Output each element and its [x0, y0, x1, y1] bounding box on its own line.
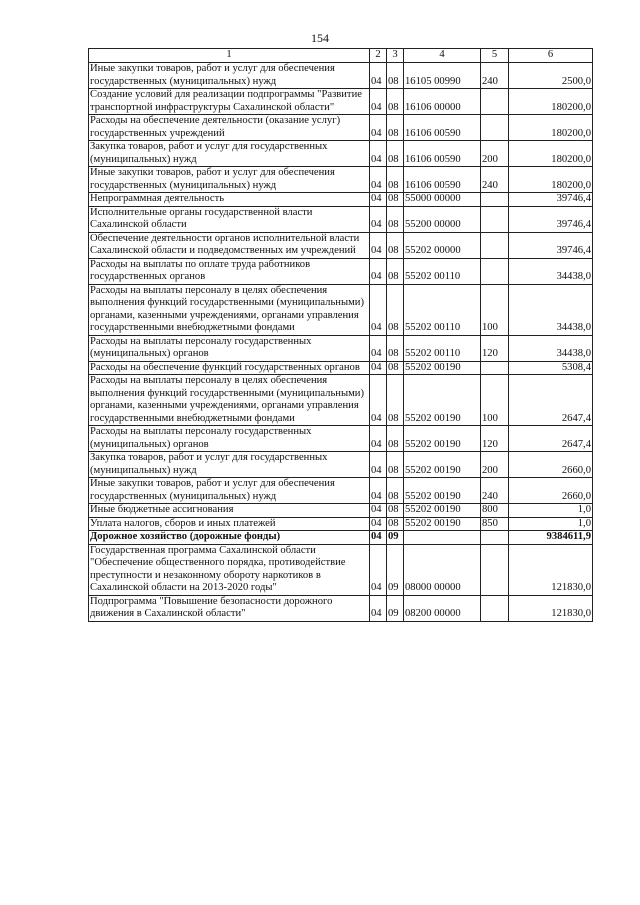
row-name-cell: Непрограммная деятельность: [89, 193, 370, 207]
expense-type-cell: [481, 258, 509, 284]
subsection-code-cell: 08: [387, 452, 404, 478]
expense-type-cell: [481, 361, 509, 375]
section-code-cell: 04: [370, 452, 387, 478]
amount-cell: 1,0: [509, 504, 593, 518]
target-article-cell: 08200 00000: [404, 595, 481, 621]
target-article-cell: 55202 00110: [404, 284, 481, 335]
subsection-code-cell: 09: [387, 544, 404, 595]
header-cell: 6: [509, 49, 593, 63]
target-article-cell: 55202 00190: [404, 426, 481, 452]
amount-cell: 2647,4: [509, 426, 593, 452]
section-code-cell: 04: [370, 193, 387, 207]
expense-type-cell: [481, 531, 509, 545]
subsection-code-cell: 08: [387, 258, 404, 284]
expense-type-cell: 100: [481, 375, 509, 426]
amount-cell: 121830,0: [509, 544, 593, 595]
table-row: [89, 335, 593, 361]
subsection-code-cell: 08: [387, 141, 404, 167]
table-row: [89, 89, 593, 115]
table-row: [89, 167, 593, 193]
amount-cell: 39746,4: [509, 206, 593, 232]
target-article-cell: 16106 00000: [404, 89, 481, 115]
section-code-cell: 04: [370, 335, 387, 361]
expense-type-cell: [481, 115, 509, 141]
target-article-cell: 55000 00000: [404, 193, 481, 207]
expense-type-cell: 120: [481, 426, 509, 452]
table-row: [89, 426, 593, 452]
amount-cell: 180200,0: [509, 167, 593, 193]
row-name-cell: Иные бюджетные ассигнования: [89, 504, 370, 518]
row-name-cell: Расходы на выплаты персоналу государственных (муниципальных) органов: [89, 335, 370, 361]
table-row: [89, 258, 593, 284]
expense-type-cell: [481, 595, 509, 621]
expense-type-cell: 100: [481, 284, 509, 335]
section-code-cell: 04: [370, 89, 387, 115]
subsection-code-cell: 08: [387, 206, 404, 232]
section-code-cell: 04: [370, 375, 387, 426]
target-article-cell: 16106 00590: [404, 141, 481, 167]
section-code-cell: 04: [370, 115, 387, 141]
expense-type-cell: [481, 193, 509, 207]
target-article-cell: 55202 00000: [404, 232, 481, 258]
table-row: [89, 115, 593, 141]
expense-type-cell: 120: [481, 335, 509, 361]
row-name-cell: Создание условий для реализации подпрограммы "Развитие транспортной инфраструктуры Сахалинской области": [89, 89, 370, 115]
subsection-code-cell: 08: [387, 361, 404, 375]
row-name-cell: Иные закупки товаров, работ и услуг для обеспечения государственных (муниципальных) нужд: [89, 63, 370, 89]
row-name-cell: Расходы на выплаты по оплате труда работников государственных органов: [89, 258, 370, 284]
subsection-code-cell: 08: [387, 232, 404, 258]
header-cell: 5: [481, 49, 509, 63]
table-row: [89, 531, 593, 545]
target-article-cell: 55202 00190: [404, 361, 481, 375]
expense-type-cell: 850: [481, 517, 509, 531]
row-name-cell: Подпрограмма "Повышение безопасности дорожного движения в Сахалинской области": [89, 595, 370, 621]
expense-type-cell: [481, 232, 509, 258]
amount-cell: 39746,4: [509, 193, 593, 207]
amount-cell: 39746,4: [509, 232, 593, 258]
row-name-cell: Иные закупки товаров, работ и услуг для обеспечения государственных (муниципальных) нужд: [89, 167, 370, 193]
amount-cell: 2660,0: [509, 452, 593, 478]
amount-cell: 5308,4: [509, 361, 593, 375]
target-article-cell: 55202 00110: [404, 335, 481, 361]
target-article-cell: 55202 00190: [404, 452, 481, 478]
target-article-cell: [404, 531, 481, 545]
subsection-code-cell: 08: [387, 375, 404, 426]
amount-cell: 1,0: [509, 517, 593, 531]
target-article-cell: 55202 00190: [404, 517, 481, 531]
target-article-cell: 55200 00000: [404, 206, 481, 232]
row-name-cell: Расходы на выплаты персоналу государственных (муниципальных) органов: [89, 426, 370, 452]
expense-type-cell: 200: [481, 452, 509, 478]
subsection-code-cell: 08: [387, 63, 404, 89]
expense-type-cell: 240: [481, 478, 509, 504]
header-cell: 4: [404, 49, 481, 63]
amount-cell: 34438,0: [509, 335, 593, 361]
row-name-cell: Дорожное хозяйство (дорожные фонды): [89, 531, 370, 545]
amount-cell: 180200,0: [509, 141, 593, 167]
expense-type-cell: 240: [481, 63, 509, 89]
table-row: [89, 141, 593, 167]
section-code-cell: 04: [370, 478, 387, 504]
section-code-cell: 04: [370, 284, 387, 335]
subsection-code-cell: 08: [387, 517, 404, 531]
row-name-cell: Расходы на выплаты персоналу в целях обеспечения выполнения функций государственными (муниципальными) органами, казенными учреждениями, органами управления государственными внебюджетными фондами: [89, 375, 370, 426]
section-code-cell: 04: [370, 504, 387, 518]
row-name-cell: Исполнительные органы государственной власти Сахалинской области: [89, 206, 370, 232]
section-code-cell: 04: [370, 517, 387, 531]
subsection-code-cell: 08: [387, 504, 404, 518]
amount-cell: 2500,0: [509, 63, 593, 89]
table-row: [89, 284, 593, 335]
row-name-cell: Расходы на обеспечение функций государственных органов: [89, 361, 370, 375]
subsection-code-cell: 08: [387, 115, 404, 141]
row-name-cell: Государственная программа Сахалинской области "Обеспечение общественного порядка, противодействие преступности и незаконному обороту наркотиков в Сахалинской области на 2013-2020 годы": [89, 544, 370, 595]
amount-cell: 180200,0: [509, 115, 593, 141]
row-name-cell: Обеспечение деятельности органов исполнительной власти Сахалинской области и подведомственных им учреждений: [89, 232, 370, 258]
row-name-cell: Закупка товаров, работ и услуг для государственных (муниципальных) нужд: [89, 141, 370, 167]
subsection-code-cell: 08: [387, 426, 404, 452]
header-cell: 1: [89, 49, 370, 63]
section-code-cell: 04: [370, 544, 387, 595]
amount-cell: 2647,4: [509, 375, 593, 426]
expense-type-cell: [481, 544, 509, 595]
target-article-cell: 55202 00190: [404, 375, 481, 426]
expense-type-cell: 800: [481, 504, 509, 518]
expense-type-cell: [481, 206, 509, 232]
target-article-cell: 16105 00990: [404, 63, 481, 89]
row-name-cell: Закупка товаров, работ и услуг для государственных (муниципальных) нужд: [89, 452, 370, 478]
section-code-cell: 04: [370, 232, 387, 258]
section-code-cell: 04: [370, 361, 387, 375]
section-code-cell: 04: [370, 258, 387, 284]
table-row: [89, 595, 593, 621]
table-row: [89, 361, 593, 375]
budget-table: [88, 48, 593, 622]
section-code-cell: 04: [370, 63, 387, 89]
row-name-cell: Уплата налогов, сборов и иных платежей: [89, 517, 370, 531]
table-row: [89, 232, 593, 258]
target-article-cell: 16106 00590: [404, 167, 481, 193]
expense-type-cell: 200: [481, 141, 509, 167]
amount-cell: 180200,0: [509, 89, 593, 115]
section-code-cell: 04: [370, 167, 387, 193]
subsection-code-cell: 08: [387, 167, 404, 193]
expense-type-cell: [481, 89, 509, 115]
table-row: [89, 517, 593, 531]
target-article-cell: 08000 00000: [404, 544, 481, 595]
header-cell: 2: [370, 49, 387, 63]
row-name-cell: Иные закупки товаров, работ и услуг для обеспечения государственных (муниципальных) нужд: [89, 478, 370, 504]
table-row: [89, 504, 593, 518]
page-number: 154: [311, 31, 329, 45]
header-cell: 3: [387, 49, 404, 63]
subsection-code-cell: 09: [387, 595, 404, 621]
table-row: [89, 63, 593, 89]
amount-cell: 2660,0: [509, 478, 593, 504]
expense-type-cell: 240: [481, 167, 509, 193]
subsection-code-cell: 08: [387, 284, 404, 335]
table-row: [89, 206, 593, 232]
subsection-code-cell: 08: [387, 89, 404, 115]
section-code-cell: 04: [370, 426, 387, 452]
target-article-cell: 55202 00110: [404, 258, 481, 284]
table-row: [89, 193, 593, 207]
target-article-cell: 55202 00190: [404, 504, 481, 518]
amount-cell: 121830,0: [509, 595, 593, 621]
amount-cell: 34438,0: [509, 258, 593, 284]
table-row: [89, 544, 593, 595]
subsection-code-cell: 08: [387, 478, 404, 504]
section-code-cell: 04: [370, 141, 387, 167]
subsection-code-cell: 09: [387, 531, 404, 545]
subsection-code-cell: 08: [387, 193, 404, 207]
target-article-cell: 16106 00590: [404, 115, 481, 141]
table-row: [89, 375, 593, 426]
section-code-cell: 04: [370, 595, 387, 621]
section-code-cell: 04: [370, 206, 387, 232]
row-name-cell: Расходы на выплаты персоналу в целях обеспечения выполнения функций государственными (муниципальными) органами, казенными учреждениями, органами управления государственными внебюджетными фондами: [89, 284, 370, 335]
row-name-cell: Расходы на обеспечение деятельности (оказание услуг) государственных учреждений: [89, 115, 370, 141]
target-article-cell: 55202 00190: [404, 478, 481, 504]
table-row: [89, 478, 593, 504]
section-code-cell: 04: [370, 531, 387, 545]
table-row: [89, 452, 593, 478]
amount-cell: 34438,0: [509, 284, 593, 335]
amount-cell: 9384611,9: [509, 531, 593, 545]
subsection-code-cell: 08: [387, 335, 404, 361]
table-header-row: [89, 49, 593, 63]
